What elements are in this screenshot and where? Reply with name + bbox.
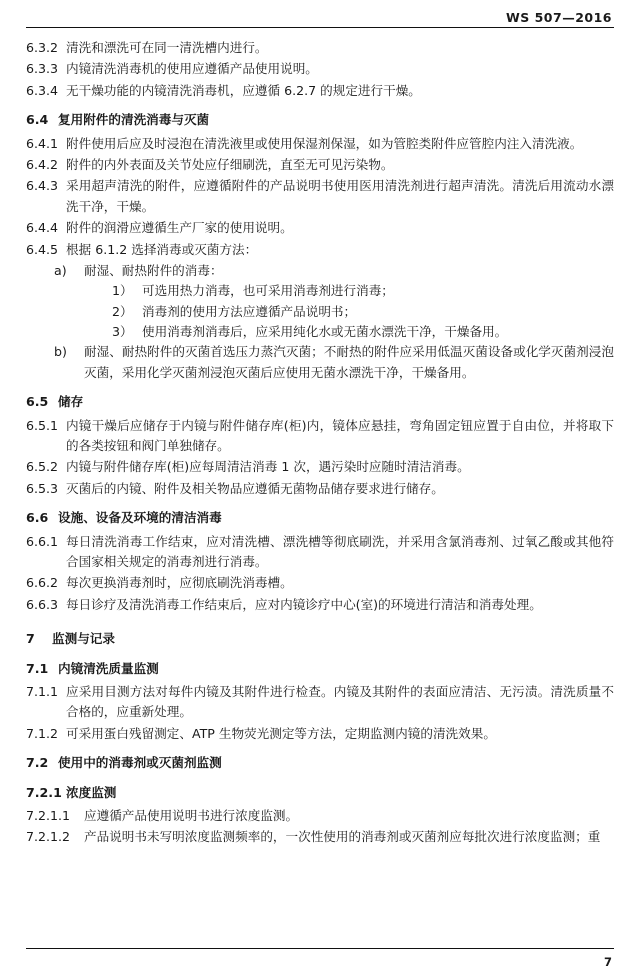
paragraph-text: 内镜干燥后应储存于内镜与附件储存库(柜)内，镜体应悬挂，弯角固定钮应置于自由位，并将取下的各类按钮和阀门单独储存。 — [66, 417, 614, 454]
paragraph-number: 6.6.1 — [26, 533, 59, 549]
paragraph-text: 灭菌后的内镜、附件及相关物品应遵循无菌物品储存要求进行储存。 — [66, 480, 444, 496]
section-heading — [26, 783, 614, 803]
paragraph-number: 6.6.2 — [26, 575, 59, 591]
paragraph-number: 6.4.2 — [26, 156, 59, 172]
section-heading — [26, 629, 614, 649]
list-marker: 3） — [112, 324, 133, 340]
paragraph-text: 每日清洗消毒工作结束，应对清洗槽、漂洗槽等彻底刷洗，并采用含氯消毒剂、过氧乙酸或其他符合国家相关规定的消毒剂进行消毒。 — [66, 533, 614, 569]
numbered-list-item — [26, 281, 614, 301]
section-heading — [26, 753, 614, 773]
paragraph-number: 7.1.1 — [26, 683, 59, 699]
body-paragraph — [26, 682, 614, 723]
paragraph-number: 6.5.1 — [26, 417, 59, 433]
body-paragraph — [26, 59, 614, 79]
paragraph-number: 6.4.3 — [26, 178, 59, 194]
paragraph-text: 附件的内外表面及关节处应仔细刷洗，直至无可见污染物。 — [66, 156, 394, 172]
body-paragraph — [26, 155, 614, 175]
numbered-list-item — [26, 302, 614, 322]
page-header: WS 507—2016 — [505, 10, 612, 25]
paragraph-number: 7.2.1.1 — [26, 807, 71, 823]
numbered-list-item — [26, 322, 614, 342]
list-item-text: 耐湿、耐热附件的灭菌首选压力蒸汽灭菌；不耐热的附件应采用低温灭菌设备或化学灭菌剂浸泡灭菌，采用化学灭菌剂浸泡灭菌后应使用无菌水漂洗干净，干燥备用。 — [84, 344, 614, 380]
paragraph-text: 应遵循产品使用说明书进行浓度监测。 — [84, 807, 299, 823]
header-divider — [26, 27, 614, 28]
section-title: 浓度监测 — [66, 784, 117, 800]
section-title: 内镜清洗质量监测 — [58, 660, 159, 676]
section-number: 7.2 — [26, 755, 49, 771]
body-paragraph — [26, 81, 614, 101]
paragraph-text: 每次更换消毒剂时，应彻底刷洗消毒槽。 — [66, 575, 293, 591]
body-paragraph — [26, 479, 614, 499]
section-heading — [26, 392, 614, 412]
paragraph-number: 7.1.2 — [26, 725, 59, 741]
paragraph-text: 根据 6.1.2 选择消毒或灭菌方法： — [66, 241, 258, 257]
paragraph-number: 7.2.1.2 — [26, 829, 71, 845]
paragraph-text: 无干燥功能的内镜清洗消毒机，应遵循 6.2.7 的规定进行干燥。 — [66, 82, 421, 98]
section-number: 7 — [26, 631, 35, 647]
paragraph-number: 6.4.1 — [26, 135, 59, 151]
body-paragraph — [26, 38, 614, 58]
body-paragraph — [26, 457, 614, 477]
body-paragraph — [26, 827, 614, 847]
list-marker: 2） — [112, 303, 133, 319]
body-paragraph — [26, 134, 614, 154]
section-number: 6.6 — [26, 510, 49, 526]
paragraph-text: 附件使用后应及时浸泡在清洗液里或使用保湿剂保湿，如为管腔类附件应管腔内注入清洗液。 — [66, 135, 583, 151]
lettered-list-item — [26, 342, 614, 383]
paragraph-number: 6.6.3 — [26, 596, 59, 612]
section-title: 储存 — [58, 394, 84, 410]
paragraph-number: 6.3.3 — [26, 61, 59, 77]
paragraph-number: 6.4.4 — [26, 220, 59, 236]
section-title: 使用中的消毒剂或灭菌剂监测 — [58, 755, 222, 771]
paragraph-number: 6.5.3 — [26, 480, 59, 496]
paragraph-text: 应采用目测方法对每件内镜及其附件进行检查。内镜及其附件的表面应清洁、无污渍。清洗质量不合格的，应重新处理。 — [66, 683, 614, 720]
section-number: 6.4 — [26, 112, 49, 128]
paragraph-text: 采用超声清洗的附件，应遵循附件的产品说明书使用医用清洗剂进行超声清洗。清洗后用流动水漂洗干净，干燥。 — [66, 178, 614, 214]
paragraph-text: 可采用蛋白残留测定、ATP 生物荧光测定等方法，定期监测内镜的清洗效果。 — [66, 725, 496, 741]
lettered-list-item — [26, 261, 614, 281]
paragraph-number: 6.3.2 — [26, 40, 59, 55]
paragraph-text: 附件的润滑应遵循生产厂家的使用说明。 — [66, 220, 293, 236]
body-paragraph — [26, 573, 614, 593]
document-body — [26, 38, 614, 848]
body-paragraph — [26, 806, 614, 826]
section-title: 设施、设备及环境的清洁消毒 — [58, 510, 222, 526]
paragraph-text: 清洗和漂洗可在同一清洗槽内进行。 — [66, 40, 268, 55]
list-marker: b) — [54, 344, 67, 360]
section-title: 监测与记录 — [52, 631, 115, 647]
paragraph-number: 6.4.5 — [26, 241, 59, 257]
body-paragraph — [26, 532, 614, 573]
section-title: 复用附件的清洗消毒与灭菌 — [58, 112, 210, 128]
section-number: 7.1 — [26, 660, 49, 676]
section-heading — [26, 110, 614, 130]
section-heading — [26, 659, 614, 679]
body-paragraph — [26, 595, 614, 615]
body-paragraph — [26, 240, 614, 260]
section-heading — [26, 508, 614, 528]
paragraph-number: 6.3.4 — [26, 82, 59, 98]
page-number: 7 — [603, 955, 612, 969]
section-number: 7.2.1 — [26, 784, 62, 800]
body-paragraph — [26, 416, 614, 457]
paragraph-number: 6.5.2 — [26, 459, 59, 475]
section-number: 6.5 — [26, 394, 49, 410]
paragraph-text: 内镜与附件储存库(柜)应每周清洁消毒 1 次，遇污染时应随时清洁消毒。 — [66, 459, 470, 475]
list-item-text: 消毒剂的使用方法应遵循产品说明书； — [142, 303, 357, 319]
paragraph-text: 每日诊疗及清洗消毒工作结束后，应对内镜诊疗中心(室)的环境进行清洁和消毒处理。 — [66, 596, 542, 612]
list-item-text: 耐湿、耐热附件的消毒： — [84, 262, 223, 278]
paragraph-text: 内镜清洗消毒机的使用应遵循产品使用说明。 — [66, 61, 318, 77]
paragraph-text: 产品说明书未写明浓度监测频率的，一次性使用的消毒剂或灭菌剂应每批次进行浓度监测；重 — [84, 829, 601, 845]
list-marker: 1） — [112, 283, 133, 299]
list-marker: a) — [54, 262, 67, 278]
footer-divider — [26, 948, 614, 949]
list-item-text: 可选用热力消毒，也可采用消毒剂进行消毒； — [142, 283, 394, 299]
body-paragraph — [26, 724, 614, 744]
list-item-text: 使用消毒剂消毒后，应采用纯化水或无菌水漂洗干净，干燥备用。 — [142, 324, 508, 340]
body-paragraph — [26, 176, 614, 217]
body-paragraph — [26, 218, 614, 238]
